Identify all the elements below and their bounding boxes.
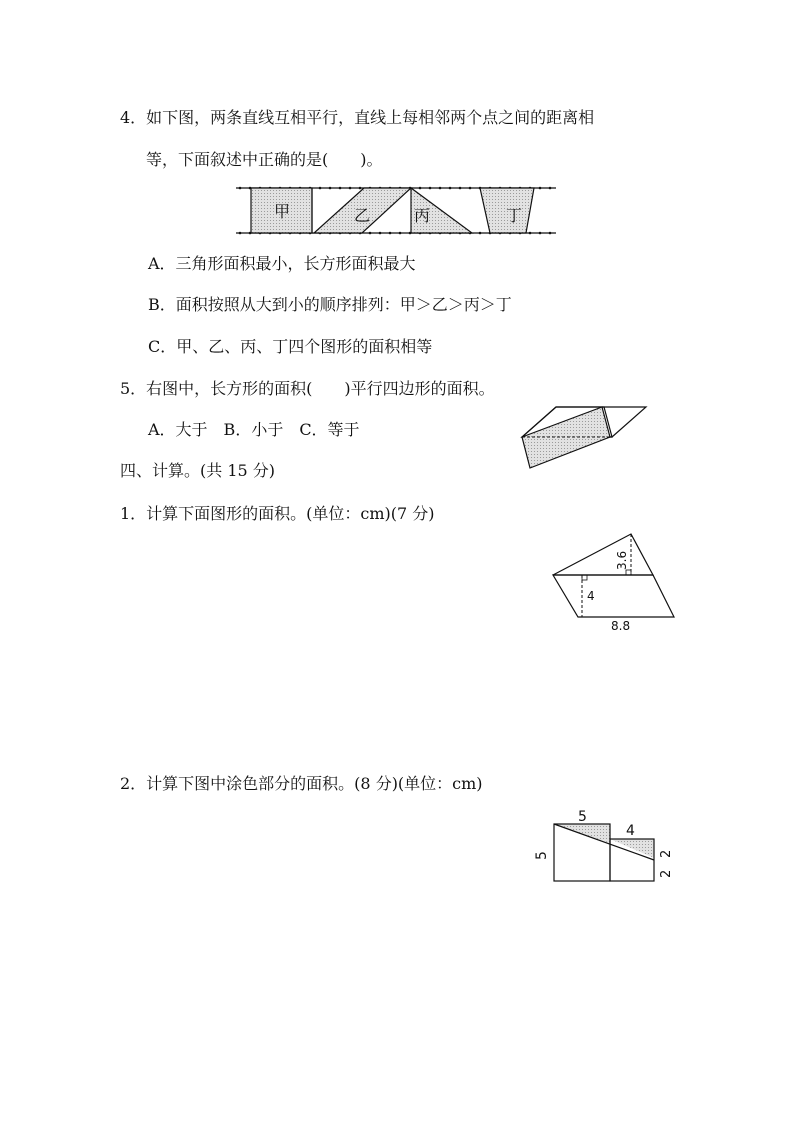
shaded-region-right: [610, 839, 654, 858]
q4-option-a: A．三角形面积最小，长方形面积最大: [148, 254, 416, 273]
label-yi: 乙: [354, 206, 371, 225]
q4-stem-line2: 等，下面叙述中正确的是( )。: [146, 150, 383, 169]
q4-option-b: B．面积按照从大到小的顺序排列：甲＞乙＞丙＞丁: [148, 295, 512, 314]
q4-option-c: C．甲、乙、丙、丁四个图形的面积相等: [148, 337, 433, 356]
label-height-small: 3.6: [615, 550, 629, 570]
rectangle-shaded: [522, 407, 610, 468]
parallelogram-bottom: [553, 575, 674, 617]
label-ding: 丁: [506, 206, 523, 225]
q4-figure: [236, 180, 556, 240]
calc1-figure: [548, 530, 680, 636]
label-jia: 甲: [274, 202, 291, 221]
calc2-stem: 2．计算下图中涂色部分的面积。(8 分)(单位：cm): [120, 774, 483, 793]
q5-stem: 5．右图中，长方形的面积( )平行四边形的面积。: [120, 379, 495, 398]
label-right-upper: 2: [659, 849, 674, 858]
label-height: 4: [587, 589, 595, 603]
label-right-lower: 2: [659, 869, 674, 878]
label-top-right: 4: [626, 823, 635, 839]
label-bing: 丙: [414, 206, 431, 225]
triangle-top: [553, 534, 653, 575]
label-left: 5: [534, 851, 550, 860]
calc2-figure: [530, 804, 680, 886]
label-top-left: 5: [578, 809, 587, 825]
label-base: 8.8: [611, 619, 631, 633]
calc1-stem: 1．计算下面图形的面积。(单位：cm)(7 分): [120, 504, 435, 523]
q5-options: A．大于 B．小于 C．等于: [148, 420, 360, 439]
section-title: 四、计算。(共 15 分): [120, 461, 276, 480]
q5-figure: [518, 402, 650, 474]
q4-stem-line1: 4．如下图，两条直线互相平行，直线上每相邻两个点之间的距离相: [120, 108, 595, 127]
